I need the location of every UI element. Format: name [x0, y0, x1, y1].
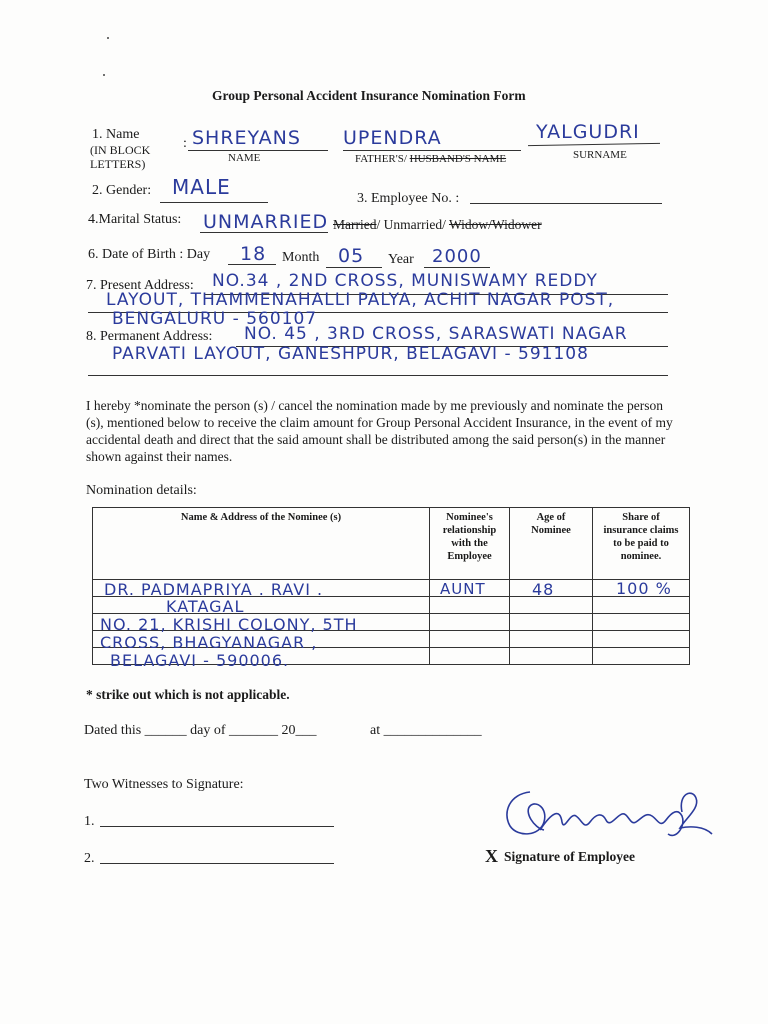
nominee-share: 100 %	[616, 579, 672, 598]
surname-value: YALGUDRI	[536, 121, 640, 143]
dob-month-label: Month	[282, 250, 320, 265]
dated-at: at ______________	[370, 723, 482, 738]
witness-1-label: 1.	[84, 814, 95, 829]
present-address-line3: BENGALURU - 560107	[112, 309, 318, 329]
signature-label: Signature of Employee	[504, 849, 635, 864]
header-name-address: Name & Address of the Nominee (s)	[93, 508, 430, 580]
marital-value: UNMARRIED	[203, 211, 329, 233]
fathers-name-value: UPENDRA	[343, 127, 442, 149]
name-value: SHREYANS	[192, 127, 301, 149]
nominee-age: 48	[532, 580, 555, 599]
employee-signature	[500, 782, 715, 844]
name-colon: :	[183, 136, 187, 151]
present-address-line1: NO.34 , 2ND CROSS, MUNISWAMY REDDY	[212, 271, 598, 291]
witness-1-line	[100, 826, 334, 827]
header-relationship: Nominee's relationship with the Employee	[430, 508, 510, 580]
permanent-address-label: 8. Permanent Address:	[86, 329, 213, 344]
declaration-text: I hereby *nominate the person (s) / cancel the nomination made by me previously and nominate the person (s), mentioned below to receive the claim amount for Group Personal Accident Insurance, in the event of my accidental death and direct that the said amount shall be distributed among the said person(s) in the manner shown against their names.	[86, 398, 673, 464]
present-address-line2: LAYOUT, THAMMENAHALLI PALYA, ACHIT NAGAR POST,	[106, 290, 615, 310]
fathers-caption: FATHER'S/ HUSBAND'S NAME	[355, 153, 507, 165]
employee-no-label: 3. Employee No. :	[357, 191, 460, 206]
dob-month-line	[326, 267, 382, 268]
nomination-heading: Nomination details:	[86, 483, 197, 498]
gender-underline	[160, 202, 268, 203]
marital-options: Married/ Unmarried/ Widow/Widower	[333, 217, 542, 232]
speck	[103, 74, 105, 76]
table-header-row	[93, 508, 690, 580]
marital-label: 4.Marital Status:	[88, 212, 182, 227]
speck	[107, 37, 109, 39]
dated-line: Dated this ______ day of _______ 20___	[84, 723, 317, 738]
permanent-address-line1: NO. 45 , 3RD CROSS, SARASWATI NAGAR	[244, 324, 628, 344]
nominee-relationship: AUNT	[440, 580, 486, 598]
employee-no-line	[470, 203, 662, 204]
nominee-line1: DR. PADMAPRIYA . RAVI .	[104, 580, 324, 599]
present-address-label: 7. Present Address:	[86, 278, 194, 293]
dob-year-line	[424, 267, 490, 268]
surname-caption: SURNAME	[573, 149, 627, 161]
dob-year: 2000	[432, 246, 482, 267]
name-caption: NAME	[228, 152, 261, 164]
dob-month: 05	[338, 245, 365, 267]
nominee-line2: KATAGAL	[166, 597, 245, 616]
nominee-line4: CROSS, BHAGYANAGAR ,	[100, 633, 318, 652]
dob-day: 18	[240, 243, 267, 265]
name-sub2: LETTERS)	[90, 157, 146, 171]
name-label: 1. Name	[92, 127, 140, 142]
gender-value: MALE	[172, 175, 231, 199]
form-title: Group Personal Accident Insurance Nomination Form	[212, 88, 526, 103]
strike-note: * strike out which is not applicable.	[86, 687, 290, 702]
gender-label: 2. Gender:	[92, 183, 152, 198]
dob-year-label: Year	[388, 252, 414, 267]
header-share: Share of insurance claims to be paid to nominee.	[593, 508, 690, 580]
witness-heading: Two Witnesses to Signature:	[84, 777, 244, 792]
nominee-line5: BELAGAVI - 590006.	[110, 651, 290, 670]
fathers-underline	[343, 150, 521, 151]
surname-underline	[528, 143, 660, 146]
witness-2-label: 2.	[84, 851, 95, 866]
nominee-line3: NO. 21, KRISHI COLONY, 5TH	[100, 615, 358, 634]
permanent-address-line2: PARVATI LAYOUT, GANESHPUR, BELAGAVI - 591108	[112, 344, 589, 364]
witness-2-line	[100, 863, 334, 864]
name-underline	[188, 150, 328, 151]
name-sub1: (IN BLOCK	[90, 143, 151, 157]
permanent-line2-rule	[88, 375, 668, 376]
marital-underline	[200, 232, 328, 233]
header-age: Age of Nominee	[510, 508, 593, 580]
dob-day-line	[228, 264, 276, 265]
dob-label: 6. Date of Birth : Day	[88, 247, 211, 262]
signature-x: X	[485, 846, 498, 866]
